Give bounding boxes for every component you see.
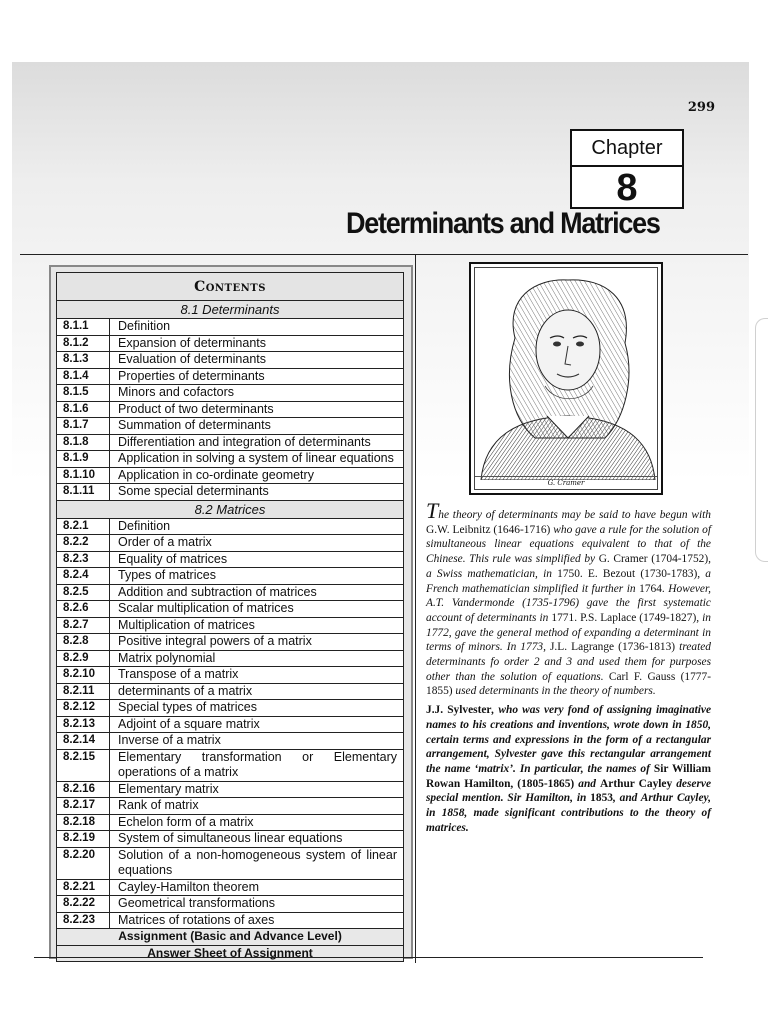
contents-row-number: 8.2.17 [57,798,110,814]
contents-row-label: Elementary transformation or Elementary operations of a matrix [118,749,397,779]
contents-row-number: 8.2.10 [57,667,110,683]
contents-row-number: 8.1.5 [57,385,110,401]
text-run: However, A.T. Vandermonde (1735-1796) gave the first systematic account of determinants in [426,582,711,624]
text-run: , a Swiss mathematician, in [426,553,711,580]
contents-row-label: Geometrical transformations [118,896,276,910]
contents-row-label: Product of two determinants [118,401,274,416]
contents-row [57,385,403,402]
contents-row [57,568,403,585]
contents-row-label: Order of a matrix [118,535,212,549]
contents-row-number: 8.1.9 [57,451,110,467]
contents-row-number: 8.1.3 [57,352,110,368]
portrait-inner [474,267,658,490]
text-run: , in 1772, gave the general method of expanding a determinant in terms of minors. In 1773, [426,611,711,654]
drop-cap: T [426,498,439,523]
textbook-page [12,62,749,962]
contents-row-number: 8.2.13 [57,717,110,733]
contents-row [57,451,403,468]
contents-row [57,896,403,913]
page-number: 299 [687,100,715,115]
contents-row [57,831,403,848]
contents-row-label: Cayley-Hamilton theorem [118,879,260,894]
contents-row-number: 8.2.23 [57,913,110,929]
text-run: and [574,777,601,790]
contents-row-label: Elementary matrix [118,781,219,796]
contents-row [57,336,403,353]
contents-row-label: Minors and cofactors [118,385,235,399]
text-run: deserve special mention. Sir Hamilton, in [426,777,712,805]
contents-row-label: Adjoint of a square matrix [118,716,260,731]
contents-row-number: 8.2.14 [57,733,110,749]
contents-row-label: Equality of matrices [118,551,228,566]
text-run: G. Cramer (1704-1752) [598,553,709,566]
contents-row [57,684,403,701]
contents-footer-line: Assignment (Basic and Advance Level) [57,929,403,946]
contents-row [57,519,403,536]
contents-row-label: Special types of matrices [118,700,257,714]
contents-row-number: 8.2.7 [57,618,110,634]
side-scroll-panel[interactable] [755,318,768,562]
contents-row [57,601,403,618]
text-run: Sir William Rowan Hamilton, (1805-1865) [426,762,711,790]
contents-row-number: 8.1.7 [57,418,110,434]
contents-row-number: 8.1.11 [57,484,110,500]
contents-row [57,667,403,684]
contents-row-number: 8.1.2 [57,336,110,352]
bottom-rule [34,957,703,958]
contents-row-number: 8.2.3 [57,552,110,568]
contents-row [57,484,403,501]
contents-row-label: Application in co-ordinate geometry [118,467,314,482]
contents-row-number: 8.2.22 [57,896,110,912]
contents-row-number: 8.2.2 [57,535,110,551]
contents-row-label: Matrices of rotations of axes [118,912,275,927]
contents-row [57,468,403,485]
text-run: he theory of determinants may be said to have begun with [438,509,711,521]
text-run: 1764. [639,582,665,595]
chapter-box [570,129,684,209]
text-run: , who was very fond of assigning imaginative names to his creations and inventions, wrote down in 1850, certain terms and expressions in the form of a rectangular arrangement, Sylvester gave this rectangular arrangement the name ‘matrix’. In particular, the names of [426,704,712,775]
contents-row-label: Summation of determinants [118,418,271,432]
contents-row-number: 8.2.19 [57,831,110,847]
bottom-tick [415,951,416,963]
contents-section-heading: 8.1 Determinants [57,301,403,319]
text-run: , and Arthur Cayley, in 1858, made significant contributions to the theory of matrices. [426,792,711,834]
text-run: treated determinants fo order 2 and 3 and used them for purposes other than the solution of equations. [426,641,711,683]
contents-row [57,585,403,602]
contents-row [57,535,403,552]
contents-footer-line: Answer Sheet of Assignment [57,946,403,962]
portrait-engraving-icon [475,268,661,480]
contents-row-label: Properties of determinants [118,368,265,383]
contents-row-label: Rank of matrix [118,798,199,812]
contents-row [57,733,403,750]
contents-row-number: 8.2.18 [57,815,110,831]
contents-row [57,782,403,799]
contents-row-label: Addition and subtraction of matrices [118,584,317,599]
intro-text [426,498,712,839]
contents-row [57,418,403,435]
contents-row [57,552,403,569]
contents-row [57,750,403,782]
contents-inner [56,272,404,962]
contents-row-number: 8.2.15 [57,750,110,781]
contents-row-label: Matrix polynomial [118,650,216,665]
text-run: 1750. E. Bezout (1730-1783) [557,567,698,580]
contents-row [57,634,403,651]
contents-row-label: Application in solving a system of linear equations [118,451,394,465]
contents-row [57,618,403,635]
contents-row-number: 8.2.11 [57,684,110,700]
contents-section-heading: 8.2 Matrices [57,501,403,519]
contents-row-label: Evaluation of determinants [118,352,267,366]
contents-row-number: 8.2.8 [57,634,110,650]
contents-row-number: 8.1.1 [57,319,110,335]
contents-row-label: Transpose of a matrix [118,667,239,681]
portrait-caption: G. Cramer [475,476,657,487]
contents-row [57,700,403,717]
contents-row-number: 8.1.6 [57,402,110,418]
text-run: who gave a rule for the solution of simultaneous linear equations equivalent to that of the Chinese. This rule was simplified by [426,523,712,566]
page-title: Determinants and Matrices [346,207,660,240]
contents-row-number: 8.2.4 [57,568,110,584]
contents-row [57,880,403,897]
contents-row-number: 8.2.9 [57,651,110,667]
text-run: Arthur Cayley [600,777,673,790]
contents-row [57,815,403,832]
chapter-word: Chapter [572,131,682,167]
contents-row-number: 8.2.21 [57,880,110,896]
text-run: Carl F. Gauss (1777-1855) [426,670,711,698]
contents-row-label: System of simultaneous linear equations [118,831,343,845]
contents-row [57,798,403,815]
contents-row-number: 8.2.16 [57,782,110,798]
column-divider [415,254,416,962]
chapter-number: 8 [616,167,638,209]
top-band [0,0,768,62]
contents-body [57,301,403,929]
contents-row-label: Inverse of a matrix [118,733,221,747]
contents-row-number: 8.2.1 [57,519,110,535]
contents-row-label: Types of matrices [118,568,216,582]
intro-paragraph-1 [426,498,712,699]
contents-row [57,402,403,419]
contents-row-number: 8.2.6 [57,601,110,617]
contents-heading: Contents [57,273,403,301]
contents-row-number: 8.1.8 [57,435,110,451]
contents-row-label: determinants of a matrix [118,683,253,698]
contents-row-label: Scalar multiplication of matrices [118,601,294,615]
contents-row-label: Positive integral powers of a matrix [118,634,312,648]
contents-row-label: Echelon form of a matrix [118,814,254,829]
contents-row [57,435,403,452]
title-divider [20,254,748,255]
text-run: G.W. Leibnitz (1646-1716) [426,523,551,536]
contents-row-number: 8.2.5 [57,585,110,601]
contents-row-number: 8.2.12 [57,700,110,716]
contents-row [57,651,403,668]
contents-row-label: Definition [118,518,171,533]
intro-paragraph-2 [426,703,711,835]
contents-row-number: 8.1.4 [57,369,110,385]
contents-row-number: 8.2.20 [57,848,110,879]
contents-row-number: 8.1.10 [57,468,110,484]
contents-row-label: Definition [118,319,171,333]
text-run: J.J. Sylvester [426,704,492,717]
contents-row [57,352,403,369]
contents-table [49,265,413,959]
contents-row-label: Differentiation and integration of determinants [118,434,371,449]
contents-row [57,913,403,930]
text-run: , a French mathematician simplified it further in [426,567,711,595]
contents-row [57,319,403,336]
contents-row [57,848,403,880]
contents-row [57,369,403,386]
portrait-frame [469,262,663,495]
contents-row-label: Multiplication of matrices [118,617,255,632]
contents-row-label: Some special determinants [118,484,269,498]
text-run: J.L. Lagrange (1736-1813) [549,641,676,654]
contents-row [57,717,403,734]
text-run: 1771. P.S. Laplace (1749-1827) [551,611,697,624]
contents-row-label: Expansion of determinants [118,335,267,350]
text-run: used determinants in the theory of numbers. [452,685,656,698]
contents-row-label: Solution of a non-homogeneous system of linear equations [118,847,397,877]
text-run: 1853 [590,792,613,805]
